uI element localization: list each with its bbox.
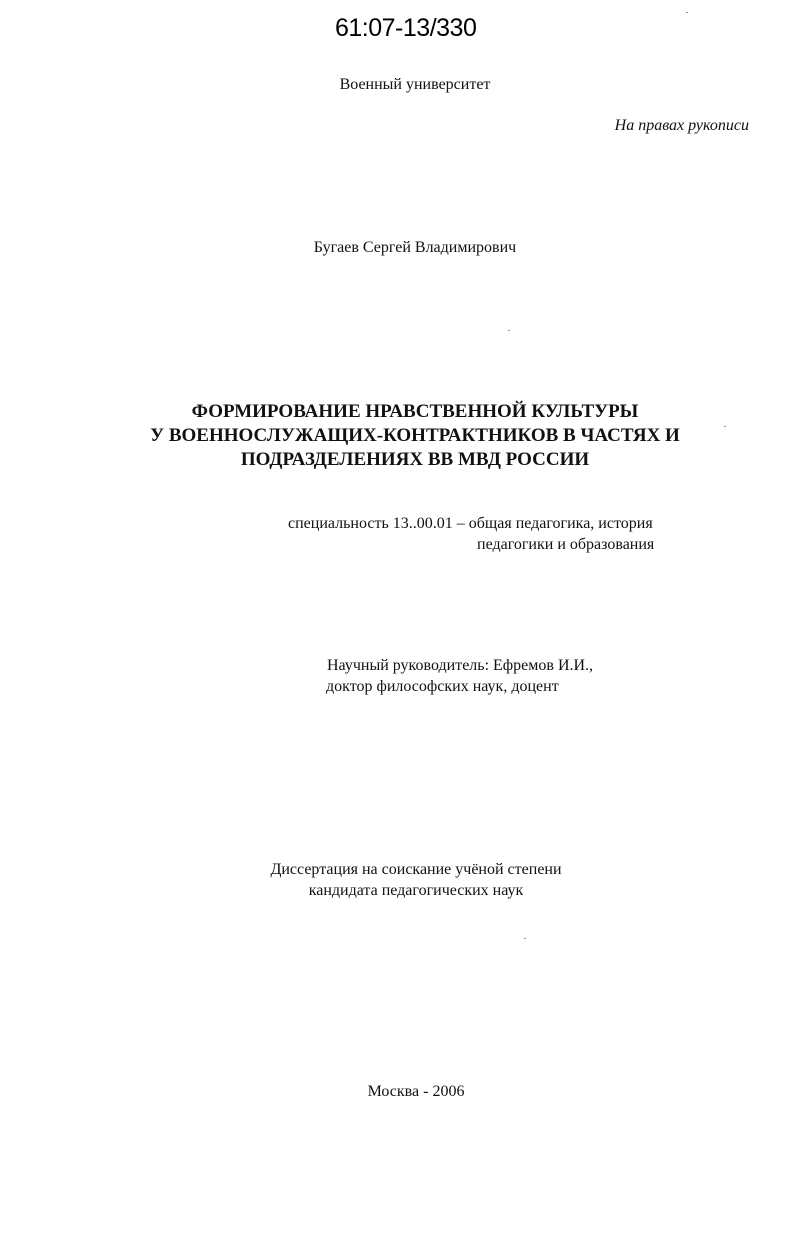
scan-speck bbox=[524, 938, 526, 939]
degree-statement bbox=[0, 859, 795, 901]
scan-speck bbox=[686, 12, 688, 13]
scientific-supervisor bbox=[327, 655, 593, 697]
supervisor-line: Научный руководитель: Ефремов И.И., bbox=[327, 657, 594, 674]
dissertation-title bbox=[0, 400, 795, 472]
title-line: ФОРМИРОВАНИЕ НРАВСТВЕННОЙ КУЛЬТУРЫ bbox=[191, 401, 639, 422]
scan-speck bbox=[508, 330, 510, 331]
city-year: Москва - 2006 bbox=[367, 1083, 465, 1100]
scan-speck bbox=[724, 426, 726, 427]
specialty-line: педагогики и образования bbox=[477, 536, 655, 553]
university-name: Военный университет bbox=[339, 76, 491, 93]
degree-line: кандидата педагогических наук bbox=[308, 882, 524, 899]
specialty-line: специальность 13..00.01 – общая педагогика, история bbox=[288, 515, 653, 532]
degree-line: Диссертация на соискание учёной степени bbox=[270, 861, 562, 878]
catalog-number: 61:07-13/330 bbox=[335, 14, 477, 42]
title-line: ПОДРАЗДЕЛЕНИЯХ ВВ МВД РОССИИ bbox=[240, 449, 590, 470]
manuscript-note: На правах рукописи bbox=[614, 117, 749, 134]
title-line: У ВОЕННОСЛУЖАЩИХ-КОНТРАКТНИКОВ В ЧАСТЯХ И bbox=[150, 425, 680, 446]
author-name: Бугаев Сергей Владимирович bbox=[313, 239, 517, 256]
supervisor-line: доктор философских наук, доцент bbox=[326, 678, 559, 695]
